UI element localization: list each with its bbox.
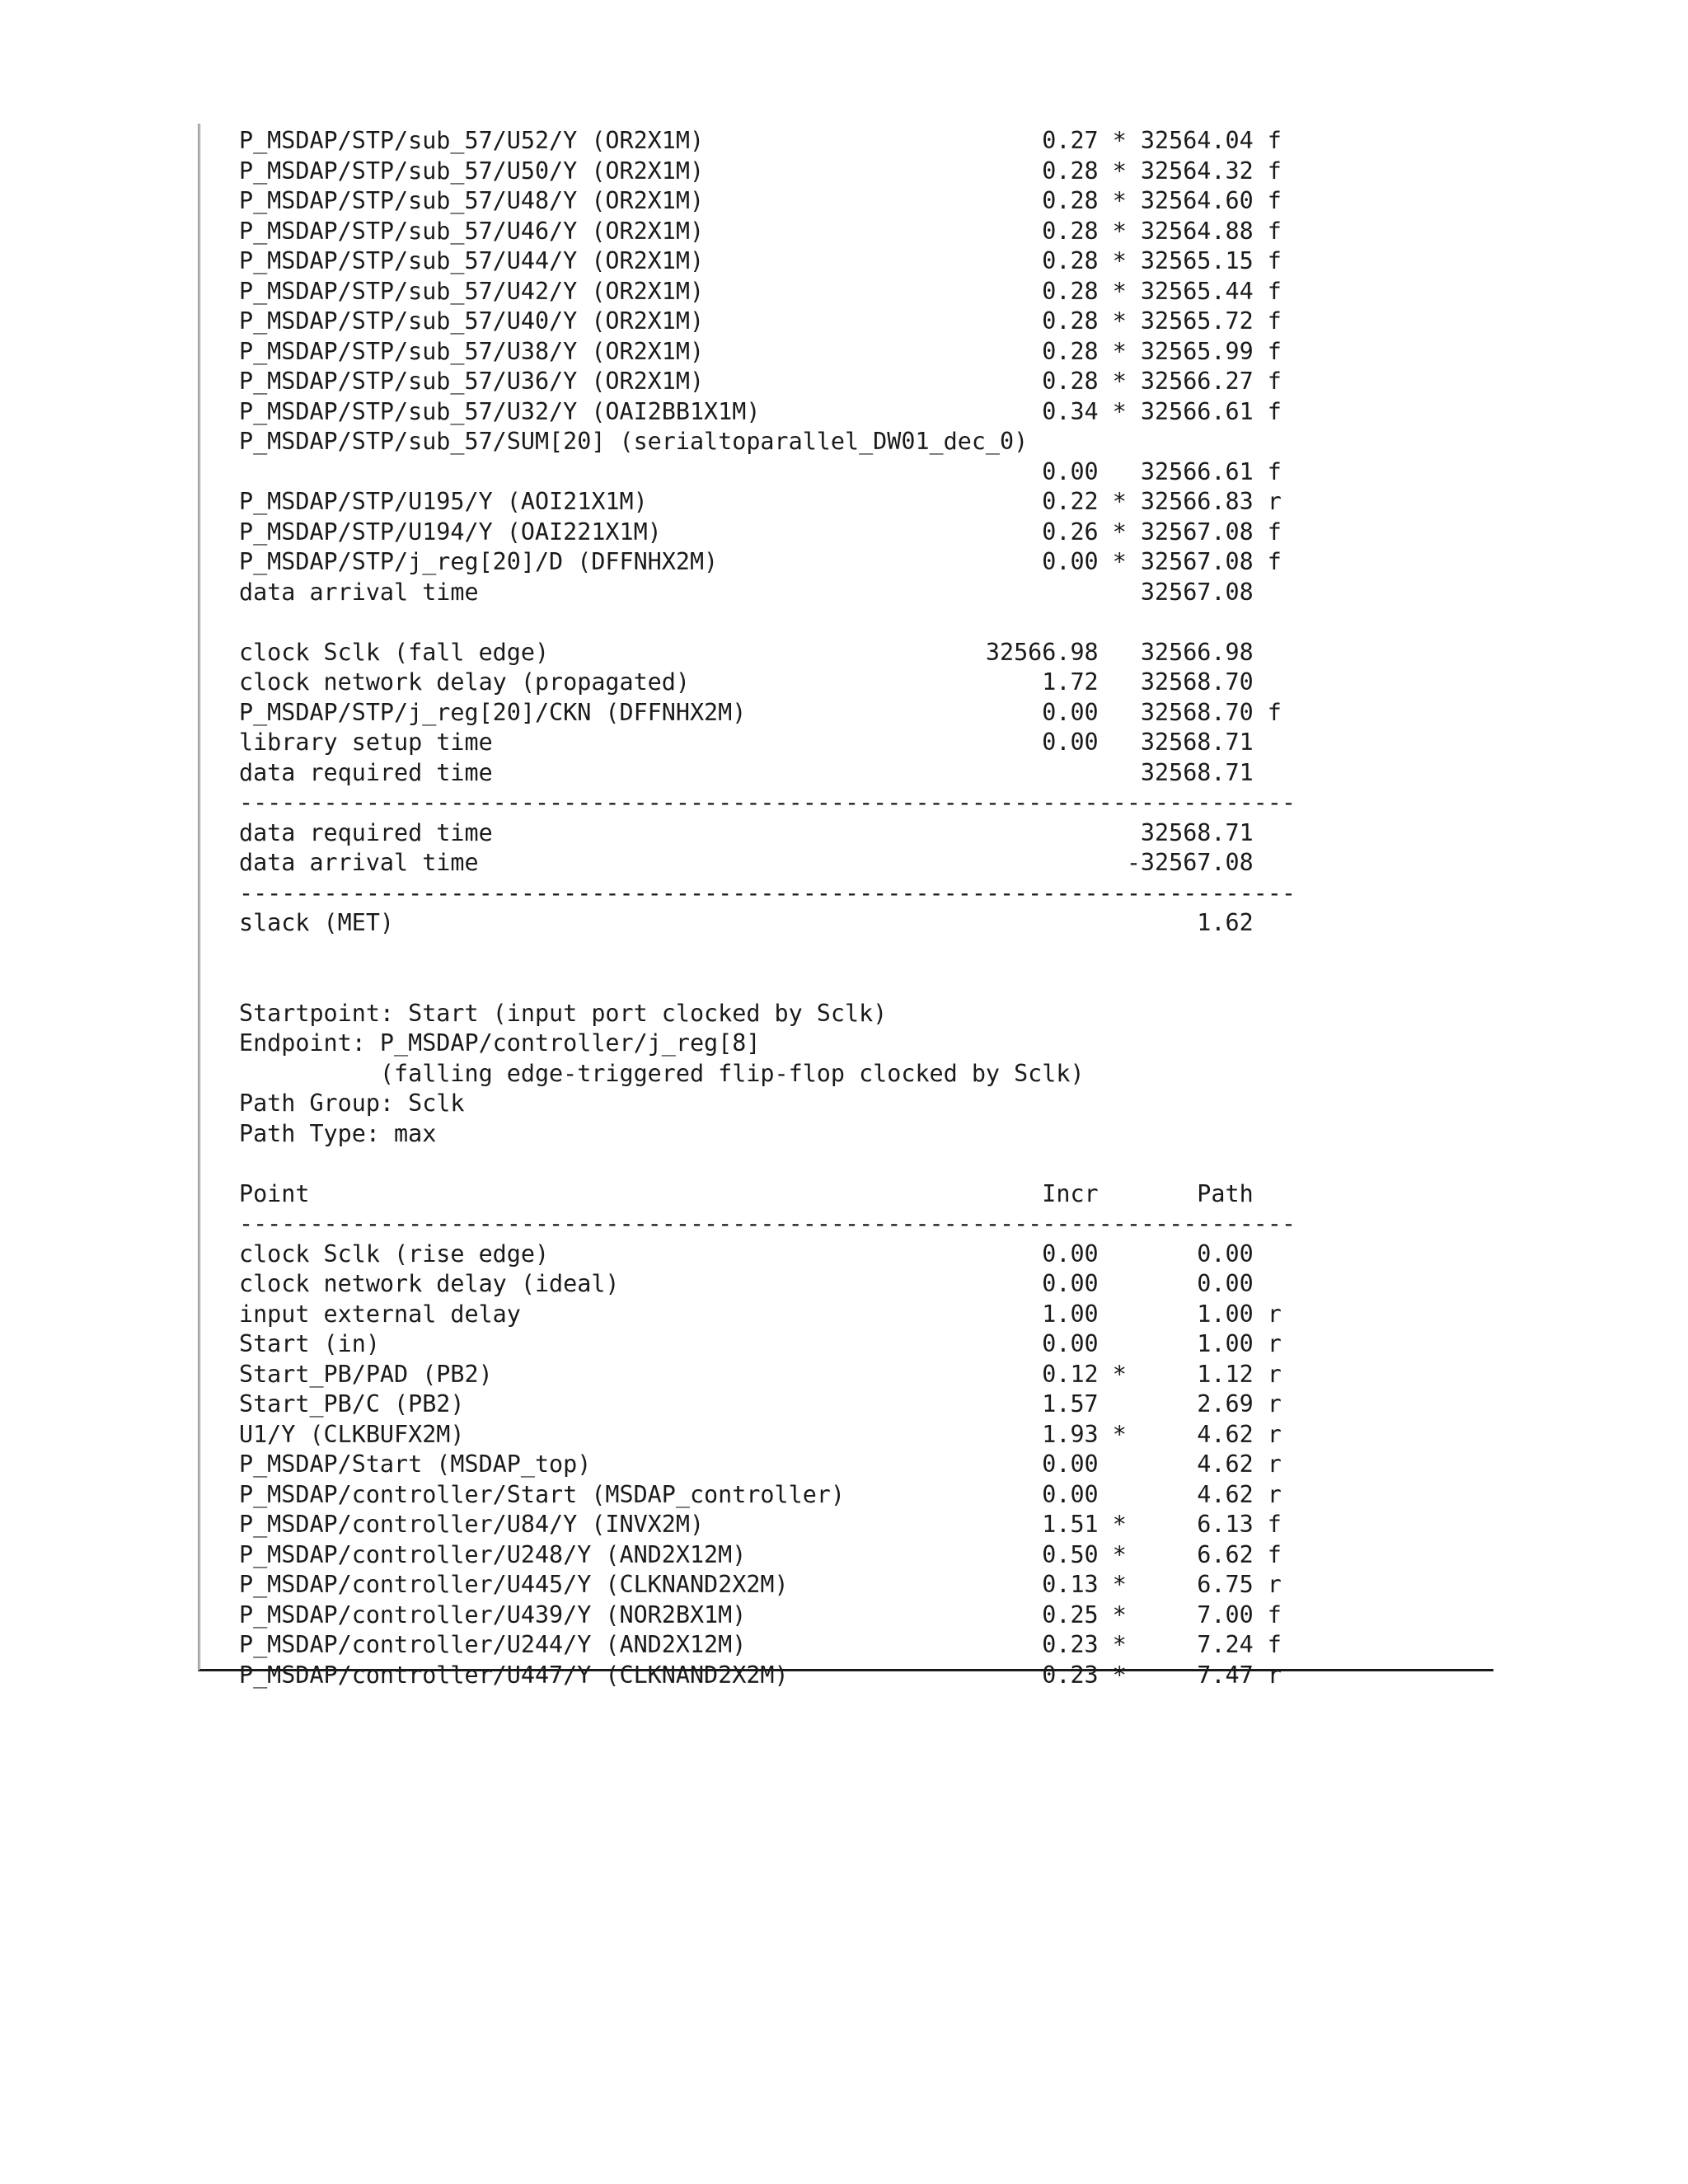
report-line: P_MSDAP/STP/sub_57/U36/Y (OR2X1M) 0.28 * 32566.27 f: [239, 368, 1282, 395]
report-line: P_MSDAP/controller/U447/Y (CLKNAND2X2M) 0.23 * 7.47 r: [239, 1661, 1282, 1689]
blank-line: [239, 939, 1296, 969]
report-line: input external delay 1.00 1.00 r: [239, 1300, 1282, 1328]
report-line: P_MSDAP/Start (MSDAP_top) 0.00 4.62 r: [239, 1451, 1282, 1478]
report-line: P_MSDAP/STP/sub_57/U32/Y (OAI2BB1X1M) 0.34 * 32566.61 f: [239, 397, 1282, 425]
report-line: P_MSDAP/STP/sub_57/U38/Y (OR2X1M) 0.28 * 32565.99 f: [239, 337, 1282, 365]
report-line: P_MSDAP/STP/sub_57/U50/Y (OR2X1M) 0.28 * 32564.32 f: [239, 157, 1282, 185]
report-line: P_MSDAP/controller/U84/Y (INVX2M) 1.51 * 6.13 f: [239, 1511, 1282, 1538]
report-line: clock network delay (ideal) 0.00 0.00: [239, 1270, 1254, 1297]
report-line: P_MSDAP/STP/j_reg[20]/CKN (DFFNHX2M) 0.00 32568.70 f: [239, 698, 1282, 726]
report-line: clock network delay (propagated) 1.72 32568.70: [239, 668, 1254, 696]
report-line: P_MSDAP/controller/U439/Y (NOR2BX1M) 0.25 * 7.00 f: [239, 1601, 1282, 1629]
report-line: data arrival time -32567.08: [239, 849, 1254, 876]
report-line: Start_PB/C (PB2) 1.57 2.69 r: [239, 1390, 1282, 1418]
report-line: data arrival time 32567.08: [239, 578, 1254, 606]
report-line: clock Sclk (rise edge) 0.00 0.00: [239, 1240, 1254, 1268]
report-line: Point Incr Path: [239, 1179, 1254, 1207]
report-line: data required time 32568.71: [239, 818, 1254, 846]
report-line: slack (MET) 1.62: [239, 909, 1254, 936]
report-line: P_MSDAP/STP/U194/Y (OAI221X1M) 0.26 * 32567.08 f: [239, 518, 1282, 546]
report-line: Endpoint: P_MSDAP/controller/j_reg[8]: [239, 1029, 761, 1057]
report-line: Path Type: max: [239, 1119, 437, 1147]
timing-report-frame[interactable]: [198, 124, 1493, 1689]
blank-line: [239, 968, 1296, 999]
report-line: P_MSDAP/STP/sub_57/U44/Y (OR2X1M) 0.28 * 32565.15 f: [239, 247, 1282, 274]
report-line: P_MSDAP/controller/Start (MSDAP_controller) 0.00 4.62 r: [239, 1480, 1282, 1508]
report-line: P_MSDAP/STP/sub_57/U40/Y (OR2X1M) 0.28 * 32565.72 f: [239, 307, 1282, 335]
report-line: P_MSDAP/STP/sub_57/U42/Y (OR2X1M) 0.28 * 32565.44 f: [239, 277, 1282, 305]
report-line: clock Sclk (fall edge) 32566.98 32566.98: [239, 638, 1254, 666]
report-line: U1/Y (CLKBUFX2M) 1.93 * 4.62 r: [239, 1420, 1282, 1448]
report-line: P_MSDAP/STP/U195/Y (AOI21X1M) 0.22 * 32566.83 r: [239, 488, 1282, 515]
report-line: ---------------------------------------------------------------------------: [239, 879, 1296, 907]
report-line: Start (in) 0.00 1.00 r: [239, 1330, 1282, 1357]
blank-line: [239, 607, 1296, 638]
report-line: P_MSDAP/controller/U445/Y (CLKNAND2X2M) 0.13 * 6.75 r: [239, 1571, 1282, 1598]
report-line: P_MSDAP/STP/sub_57/U48/Y (OR2X1M) 0.28 * 32564.60 f: [239, 187, 1282, 214]
report-line: ---------------------------------------------------------------------------: [239, 789, 1296, 816]
report-line: P_MSDAP/STP/sub_57/SUM[20] (serialtoparallel_DW01_dec_0): [239, 428, 1029, 455]
report-line: ---------------------------------------------------------------------------: [239, 1210, 1296, 1237]
report-line: Start_PB/PAD (PB2) 0.12 * 1.12 r: [239, 1360, 1282, 1388]
report-line: P_MSDAP/STP/sub_57/U52/Y (OR2X1M) 0.27 * 32564.04 f: [239, 127, 1282, 154]
report-line: library setup time 0.00 32568.71: [239, 729, 1254, 756]
report-line: (falling edge-triggered flip-flop clocked by Sclk): [239, 1059, 1085, 1087]
report-line: Path Group: Sclk: [239, 1090, 465, 1117]
report-line: P_MSDAP/STP/j_reg[20]/D (DFFNHX2M) 0.00 * 32567.08 f: [239, 548, 1282, 575]
blank-line: [239, 1149, 1296, 1179]
report-line: P_MSDAP/STP/sub_57/U46/Y (OR2X1M) 0.28 * 32564.88 f: [239, 217, 1282, 245]
report-line: data required time 32568.71: [239, 758, 1254, 786]
report-line: Startpoint: Start (input port clocked by Sclk): [239, 999, 888, 1027]
report-line: 0.00 32566.61 f: [239, 457, 1282, 485]
report-line: P_MSDAP/controller/U244/Y (AND2X12M) 0.23 * 7.24 f: [239, 1631, 1282, 1658]
timing-report-text: [239, 126, 1296, 1690]
report-line: P_MSDAP/controller/U248/Y (AND2X12M) 0.50 * 6.62 f: [239, 1540, 1282, 1568]
